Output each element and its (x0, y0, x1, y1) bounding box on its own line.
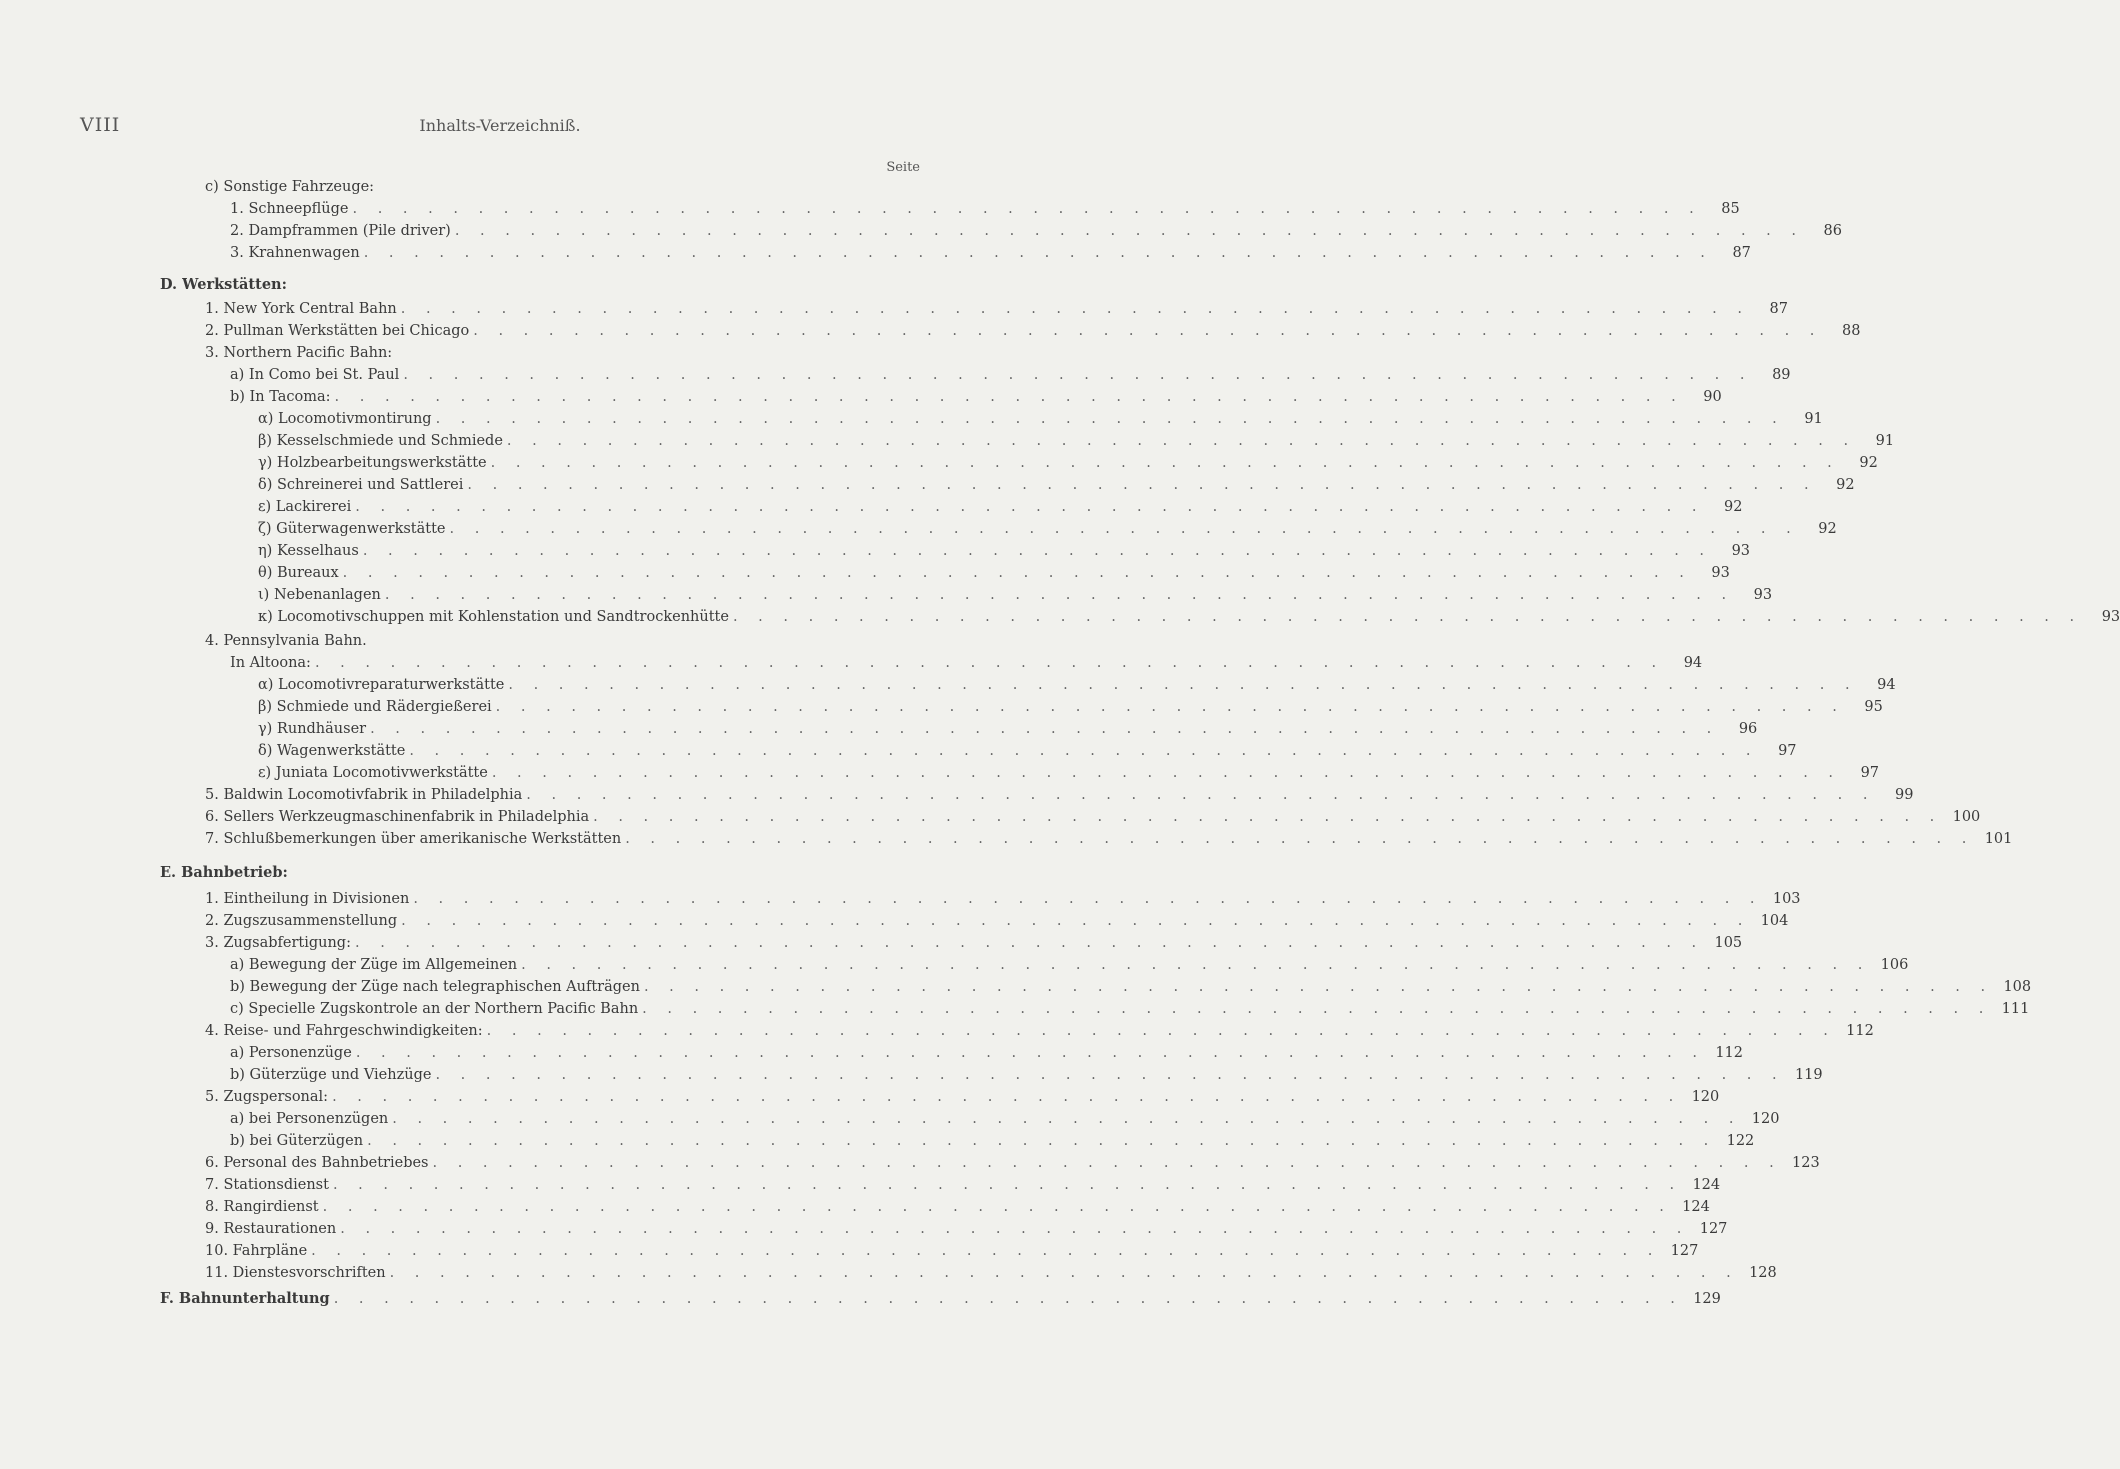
toc-entry (258, 764, 1880, 782)
dot-leader: . . . . . . . . . . . . . . . . . . . . . . . . . . . . . . . . . . . . . . . . . . . . . . . . . . . . . . (403, 367, 1753, 383)
toc-entry-label: c) Sonstige Fahrzeuge: (205, 179, 375, 195)
dot-leader: . . . . . . . . . . . . . . . . . . . . . . . . . . . . . . . . . . . . . . . . . . . . . . . . . . . . . . (413, 891, 1763, 907)
toc-entry (258, 542, 1751, 560)
toc-entry-label: 2. Dampframmen (Pile driver) (230, 223, 451, 239)
toc-entry-page: 103 (1772, 891, 1801, 907)
dot-leader: . . . . . . . . . . . . . . . . . . . . . . . . . . . . . . . . . . . . . . . . . . . . . . . . . . . . . . (342, 565, 1692, 581)
toc-entry-label: b) bei Güterzügen (230, 1133, 364, 1149)
toc-entry (205, 808, 1981, 826)
toc-entry (205, 632, 920, 650)
toc-entry-label: ζ) Güterwagenwerkstätte (258, 521, 446, 537)
toc-entry-page: 91 (1804, 411, 1823, 427)
dot-leader: . . . . . . . . . . . . . . . . . . . . . . . . . . . . . . . . . . . . . . . . . . . . . . . . . . . . . . (593, 809, 1943, 825)
toc-entry-label: δ) Schreinerei und Sattlerei (258, 477, 464, 493)
toc-entry-page: 93 (1753, 587, 1773, 603)
toc-entry-label: a) Personenzüge (230, 1045, 352, 1061)
toc-entry-label: 6. Personal des Bahnbetriebes (205, 1155, 429, 1171)
toc-entry (258, 564, 1730, 582)
toc-entry-page: 112 (1846, 1023, 1874, 1039)
dot-leader: . . . . . . . . . . . . . . . . . . . . . . . . . . . . . . . . . . . . . . . . . . . . . . . . . . . . . . (389, 1265, 1739, 1281)
dot-leader: . . . . . . . . . . . . . . . . . . . . . . . . . . . . . . . . . . . . . . . . . . . . . . . . . . . . . . (314, 655, 1665, 671)
toc-entry-page: 124 (1692, 1177, 1721, 1193)
toc-entry (258, 454, 1878, 472)
dot-leader: . . . . . . . . . . . . . . . . . . . . . . . . . . . . . . . . . . . . . . . . . . . . . . . . . . . . . . (333, 1291, 1683, 1307)
toc-entry-label: β) Kesselschmiede und Schmiede (258, 433, 503, 449)
dot-leader: . . . . . . . . . . . . . . . . . . . . . . . . . . . . . . . . . . . . . . . . . . . . . . . . . . . . . . (449, 521, 1799, 537)
toc-entry-label: ε) Lackirerei (258, 499, 352, 515)
dot-leader: . . . . . . . . . . . . . . . . . . . . . . . . . . . . . . . . . . . . . . . . . . . . . . . . . . . . . . (370, 721, 1720, 737)
dot-leader: . . . . . . . . . . . . . . . . . . . . . . . . . . . . . . . . . . . . . . . . . . . . . . . . . . . . . . (435, 411, 1785, 427)
toc-entry-page: 90 (1703, 389, 1722, 405)
toc-entry-label: 3. Krahnenwagen (230, 245, 360, 261)
toc-entry-label: D. Werkstätten: (160, 276, 287, 293)
toc-entry (258, 586, 1773, 604)
toc-entry (258, 698, 1883, 716)
dot-leader: . . . . . . . . . . . . . . . . . . . . . . . . . . . . . . . . . . . . . . . . . . . . . . . . . . . . . . (355, 499, 1705, 515)
toc-entry (205, 912, 1789, 930)
toc-entry-label: β) Schmiede und Rädergießerei (258, 699, 492, 715)
toc-entry-label: 7. Stationsdienst (205, 1177, 329, 1193)
page-column-label: Seite (886, 160, 920, 175)
dot-leader: . . . . . . . . . . . . . . . . . . . . . . . . . . . . . . . . . . . . . . . . . . . . . . . . . . . . . . (332, 1089, 1682, 1105)
toc-entry-page: 100 (1952, 809, 1981, 825)
toc-entry-label: γ) Holzbearbeitungswerkstätte (258, 455, 487, 471)
toc-entry-page: 86 (1823, 223, 1842, 239)
toc-entry (230, 1066, 1823, 1084)
toc-entry-label: 2. Pullman Werkstätten bei Chicago (205, 323, 470, 339)
toc-entry-page: 92 (1724, 499, 1743, 515)
toc-entry-page: 96 (1738, 721, 1758, 737)
toc-entry-page: 106 (1880, 957, 1909, 973)
toc-entry-page: 112 (1715, 1045, 1743, 1061)
toc-entry (230, 1000, 2030, 1018)
toc-entry-page: 93 (1731, 543, 1751, 559)
toc-entry-label: κ) Locomotivschuppen mit Kohlenstation und Sandtrockenhütte (258, 609, 729, 625)
toc-entry-page: 101 (1984, 831, 2013, 847)
toc-entry (205, 830, 2013, 848)
toc-entry (205, 344, 920, 362)
toc-entry-page: 92 (1859, 455, 1878, 471)
toc-entry-page: 124 (1682, 1199, 1710, 1215)
dot-leader: . . . . . . . . . . . . . . . . . . . . . . . . . . . . . . . . . . . . . . . . . . . . . . . . . . . . . . (625, 831, 1975, 847)
toc-entry-label: δ) Wagenwerkstätte (258, 743, 406, 759)
toc-entry-label: 10. Fahrpläne (205, 1243, 308, 1259)
dot-leader: . . . . . . . . . . . . . . . . . . . . . . . . . . . . . . . . . . . . . . . . . . . . . . . . . . . . . . (473, 323, 1823, 339)
toc-entry-page: 119 (1794, 1067, 1823, 1083)
toc-entry (205, 1154, 1820, 1172)
toc-entry (205, 1088, 1720, 1106)
toc-entry-label: 3. Northern Pacific Bahn: (205, 345, 393, 361)
toc-entry-page: 93 (1711, 565, 1730, 581)
dot-leader: . . . . . . . . . . . . . . . . . . . . . . . . . . . . . . . . . . . . . . . . . . . . . . . . . . . . . . (340, 1221, 1690, 1237)
toc-entry (205, 1022, 1874, 1040)
toc-entry-label: 6. Sellers Werkzeugmaschinenfabrik in Philadelphia (205, 809, 590, 825)
toc-entry (230, 222, 1842, 240)
toc-entry-label: a) bei Personenzügen (230, 1111, 389, 1127)
toc-entry (205, 1242, 1699, 1260)
toc-entry (258, 742, 1797, 760)
toc-entry (258, 520, 1837, 538)
dot-leader: . . . . . . . . . . . . . . . . . . . . . . . . . . . . . . . . . . . . . . . . . . . . . . . . . . . . . . (454, 223, 1804, 239)
toc-section-heading (160, 864, 920, 882)
dot-leader: . . . . . . . . . . . . . . . . . . . . . . . . . . . . . . . . . . . . . . . . . . . . . . . . . . . . . . (363, 245, 1713, 261)
dot-leader: . . . . . . . . . . . . . . . . . . . . . . . . . . . . . . . . . . . . . . . . . . . . . . . . . . . . . . (401, 913, 1751, 929)
toc-entry (258, 608, 2120, 626)
toc-entry-page: 123 (1792, 1155, 1820, 1171)
toc-entry-label: 4. Reise- und Fahrgeschwindigkeiten: (205, 1023, 483, 1039)
toc-entry-page: 93 (2101, 609, 2120, 625)
toc-entry-label: ι) Nebenanlagen (258, 587, 381, 603)
toc-entry (258, 432, 1895, 450)
toc-entry-page: 88 (1841, 323, 1861, 339)
toc-entry (230, 1132, 1755, 1150)
toc-entry-label: 1. Schneepflüge (230, 201, 349, 217)
dot-leader: . . . . . . . . . . . . . . . . . . . . . . . . . . . . . . . . . . . . . . . . . . . . . . . . . . . . . . (432, 1155, 1782, 1171)
dot-leader: . . . . . . . . . . . . . . . . . . . . . . . . . . . . . . . . . . . . . . . . . . . . . . . . . . . . . . (384, 587, 1735, 603)
toc-entry-label: F. Bahnunterhaltung (160, 1290, 330, 1307)
toc-entry-page: 94 (1877, 677, 1896, 693)
toc-entry-label: 7. Schlußbemerkungen über amerikanische Werkstätten (205, 831, 622, 847)
dot-leader: . . . . . . . . . . . . . . . . . . . . . . . . . . . . . . . . . . . . . . . . . . . . . . . . . . . . . . (392, 1111, 1742, 1127)
toc-entry-page: 92 (1818, 521, 1837, 537)
toc-entry-page: 120 (1691, 1089, 1720, 1105)
dot-leader: . . . . . . . . . . . . . . . . . . . . . . . . . . . . . . . . . . . . . . . . . . . . . . . . . . . . . . (311, 1243, 1661, 1259)
toc-entry-label: 3. Zugsabfertigung: (205, 935, 351, 951)
toc-entry (230, 978, 2032, 996)
dot-leader: . . . . . . . . . . . . . . . . . . . . . . . . . . . . . . . . . . . . . . . . . . . . . . . . . . . . . . (352, 201, 1702, 217)
toc-entry (205, 786, 1914, 804)
toc-entry-label: a) In Como bei St. Paul (230, 367, 400, 383)
toc-entry-label: 1. Eintheilung in Divisionen (205, 891, 410, 907)
toc-entry-page: 94 (1683, 655, 1703, 671)
toc-section-heading (160, 1290, 1721, 1308)
toc-entry (230, 388, 1722, 406)
toc-entry (258, 676, 1896, 694)
toc-entry-page: 127 (1670, 1243, 1699, 1259)
toc-entry-label: b) Bewegung der Züge nach telegraphischen Aufträgen (230, 979, 640, 995)
toc-entry (205, 1198, 1710, 1216)
toc-entry-label: 5. Zugspersonal: (205, 1089, 329, 1105)
toc-entry-label: 8. Rangirdienst (205, 1199, 319, 1215)
dot-leader: . . . . . . . . . . . . . . . . . . . . . . . . . . . . . . . . . . . . . . . . . . . . . . . . . . . . . . (526, 787, 1876, 803)
toc-entry (230, 366, 1791, 384)
toc-section-heading (160, 276, 920, 294)
dot-leader: . . . . . . . . . . . . . . . . . . . . . . . . . . . . . . . . . . . . . . . . . . . . . . . . . . . . . . (334, 389, 1684, 405)
toc-entry (230, 1044, 1743, 1062)
toc-entry (205, 934, 1743, 952)
toc-entry-page: 92 (1836, 477, 1855, 493)
toc-entry-label: 2. Zugszusammenstellung (205, 913, 398, 929)
toc-entry-page: 104 (1760, 913, 1789, 929)
toc-entry-page: 128 (1749, 1265, 1777, 1281)
toc-entry-page: 87 (1769, 301, 1788, 317)
toc-entry-page: 129 (1693, 1291, 1721, 1307)
dot-leader: . . . . . . . . . . . . . . . . . . . . . . . . . . . . . . . . . . . . . . . . . . . . . . . . . . . . . . (355, 1045, 1705, 1061)
toc-entry-page: 127 (1699, 1221, 1728, 1237)
toc-entry-page: 87 (1732, 245, 1751, 261)
page-number: VIII (80, 114, 121, 136)
dot-leader: . . . . . . . . . . . . . . . . . . . . . . . . . . . . . . . . . . . . . . . . . . . . . . . . . . . . . . (332, 1177, 1683, 1193)
dot-leader: . . . . . . . . . . . . . . . . . . . . . . . . . . . . . . . . . . . . . . . . . . . . . . . . . . . . . . (642, 1001, 1992, 1017)
toc-entry (258, 720, 1758, 738)
toc-entry-label: α) Locomotivreparaturwerkstätte (258, 677, 505, 693)
dot-leader: . . . . . . . . . . . . . . . . . . . . . . . . . . . . . . . . . . . . . . . . . . . . . . . . . . . . . . (409, 743, 1759, 759)
toc-entry-page: 105 (1714, 935, 1743, 951)
toc-entry-page: 99 (1895, 787, 1914, 803)
toc-entry (205, 1176, 1721, 1194)
toc-entry-label: η) Kesselhaus (258, 543, 359, 559)
toc-entry-page: 97 (1860, 765, 1880, 781)
toc-entry-label: E. Bahnbetrieb: (160, 864, 288, 881)
dot-leader: . . . . . . . . . . . . . . . . . . . . . . . . . . . . . . . . . . . . . . . . . . . . . . . . . . . . . . (732, 609, 2083, 625)
dot-leader: . . . . . . . . . . . . . . . . . . . . . . . . . . . . . . . . . . . . . . . . . . . . . . . . . . . . . . (435, 1067, 1785, 1083)
toc-entry-label: In Altoona: (230, 655, 311, 671)
toc-entry-label: 9. Restaurationen (205, 1221, 337, 1237)
toc-entry (230, 956, 1909, 974)
toc-entry-page: 91 (1875, 433, 1895, 449)
toc-entry-label: θ) Bureaux (258, 565, 339, 581)
toc-entry-label: ε) Juniata Locomotivwerkstätte (258, 765, 488, 781)
toc-entry-page: 120 (1751, 1111, 1780, 1127)
toc-entry (258, 498, 1743, 516)
dot-leader: . . . . . . . . . . . . . . . . . . . . . . . . . . . . . . . . . . . . . . . . . . . . . . . . . . . . . . (367, 1133, 1717, 1149)
toc-entry-page: 97 (1778, 743, 1797, 759)
toc-entry-label: 11. Dienstesvorschriften (205, 1265, 386, 1281)
toc-entry-label: α) Locomotivmontirung (258, 411, 432, 427)
running-title: Inhalts-Verzeichniß. (419, 116, 581, 135)
dot-leader: . . . . . . . . . . . . . . . . . . . . . . . . . . . . . . . . . . . . . . . . . . . . . . . . . . . . . . (495, 699, 1845, 715)
toc-entry-label: 5. Baldwin Locomotivfabrik in Philadelphia (205, 787, 523, 803)
toc-entry-page: 95 (1864, 699, 1883, 715)
toc-entry-label: a) Bewegung der Züge im Allgemeinen (230, 957, 518, 973)
toc-entry (205, 1220, 1728, 1238)
toc-entry-label: b) In Tacoma: (230, 389, 331, 405)
toc-entry-label: c) Specielle Zugskontrole an der Northern Pacific Bahn (230, 1001, 639, 1017)
toc-entry-page: 111 (2001, 1001, 2030, 1017)
toc-entry (258, 410, 1823, 428)
dot-leader: . . . . . . . . . . . . . . . . . . . . . . . . . . . . . . . . . . . . . . . . . . . . . . . . . . . . . . (362, 543, 1713, 559)
dot-leader: . . . . . . . . . . . . . . . . . . . . . . . . . . . . . . . . . . . . . . . . . . . . . . . . . . . . . . (490, 455, 1840, 471)
dot-leader: . . . . . . . . . . . . . . . . . . . . . . . . . . . . . . . . . . . . . . . . . . . . . . . . . . . . . . (322, 1199, 1672, 1215)
dot-leader: . . . . . . . . . . . . . . . . . . . . . . . . . . . . . . . . . . . . . . . . . . . . . . . . . . . . . . (521, 957, 1871, 973)
dot-leader: . . . . . . . . . . . . . . . . . . . . . . . . . . . . . . . . . . . . . . . . . . . . . . . . . . . . . . (486, 1023, 1836, 1039)
dot-leader: . . . . . . . . . . . . . . . . . . . . . . . . . . . . . . . . . . . . . . . . . . . . . . . . . . . . . . (354, 935, 1705, 951)
toc-entry (205, 322, 1861, 340)
toc-entry (205, 890, 1801, 908)
toc-entry (205, 300, 1788, 318)
dot-leader: . . . . . . . . . . . . . . . . . . . . . . . . . . . . . . . . . . . . . . . . . . . . . . . . . . . . . . (643, 979, 1994, 995)
toc-entry (230, 244, 1751, 262)
toc-entry (230, 1110, 1780, 1128)
dot-leader: . . . . . . . . . . . . . . . . . . . . . . . . . . . . . . . . . . . . . . . . . . . . . . . . . . . . . . (506, 433, 1857, 449)
dot-leader: . . . . . . . . . . . . . . . . . . . . . . . . . . . . . . . . . . . . . . . . . . . . . . . . . . . . . . (467, 477, 1817, 493)
toc-entry-label: b) Güterzüge und Viehzüge (230, 1067, 432, 1083)
dot-leader: . . . . . . . . . . . . . . . . . . . . . . . . . . . . . . . . . . . . . . . . . . . . . . . . . . . . . . (400, 301, 1750, 317)
toc-entry-page: 122 (1726, 1133, 1755, 1149)
toc-entry (230, 200, 1740, 218)
toc-entry (205, 1264, 1777, 1282)
toc-entry (258, 476, 1855, 494)
toc-entry (230, 654, 1703, 672)
toc-entry-page: 85 (1721, 201, 1740, 217)
toc-entry-page: 89 (1772, 367, 1791, 383)
toc-entry-label: 4. Pennsylvania Bahn. (205, 633, 367, 649)
toc-entry-label: γ) Rundhäuser (258, 721, 367, 737)
dot-leader: . . . . . . . . . . . . . . . . . . . . . . . . . . . . . . . . . . . . . . . . . . . . . . . . . . . . . . (508, 677, 1858, 693)
dot-leader: . . . . . . . . . . . . . . . . . . . . . . . . . . . . . . . . . . . . . . . . . . . . . . . . . . . . . . (491, 765, 1842, 781)
toc-entry (205, 178, 920, 196)
toc-entry-page: 108 (2003, 979, 2032, 995)
toc-entry-label: 1. New York Central Bahn (205, 301, 397, 317)
